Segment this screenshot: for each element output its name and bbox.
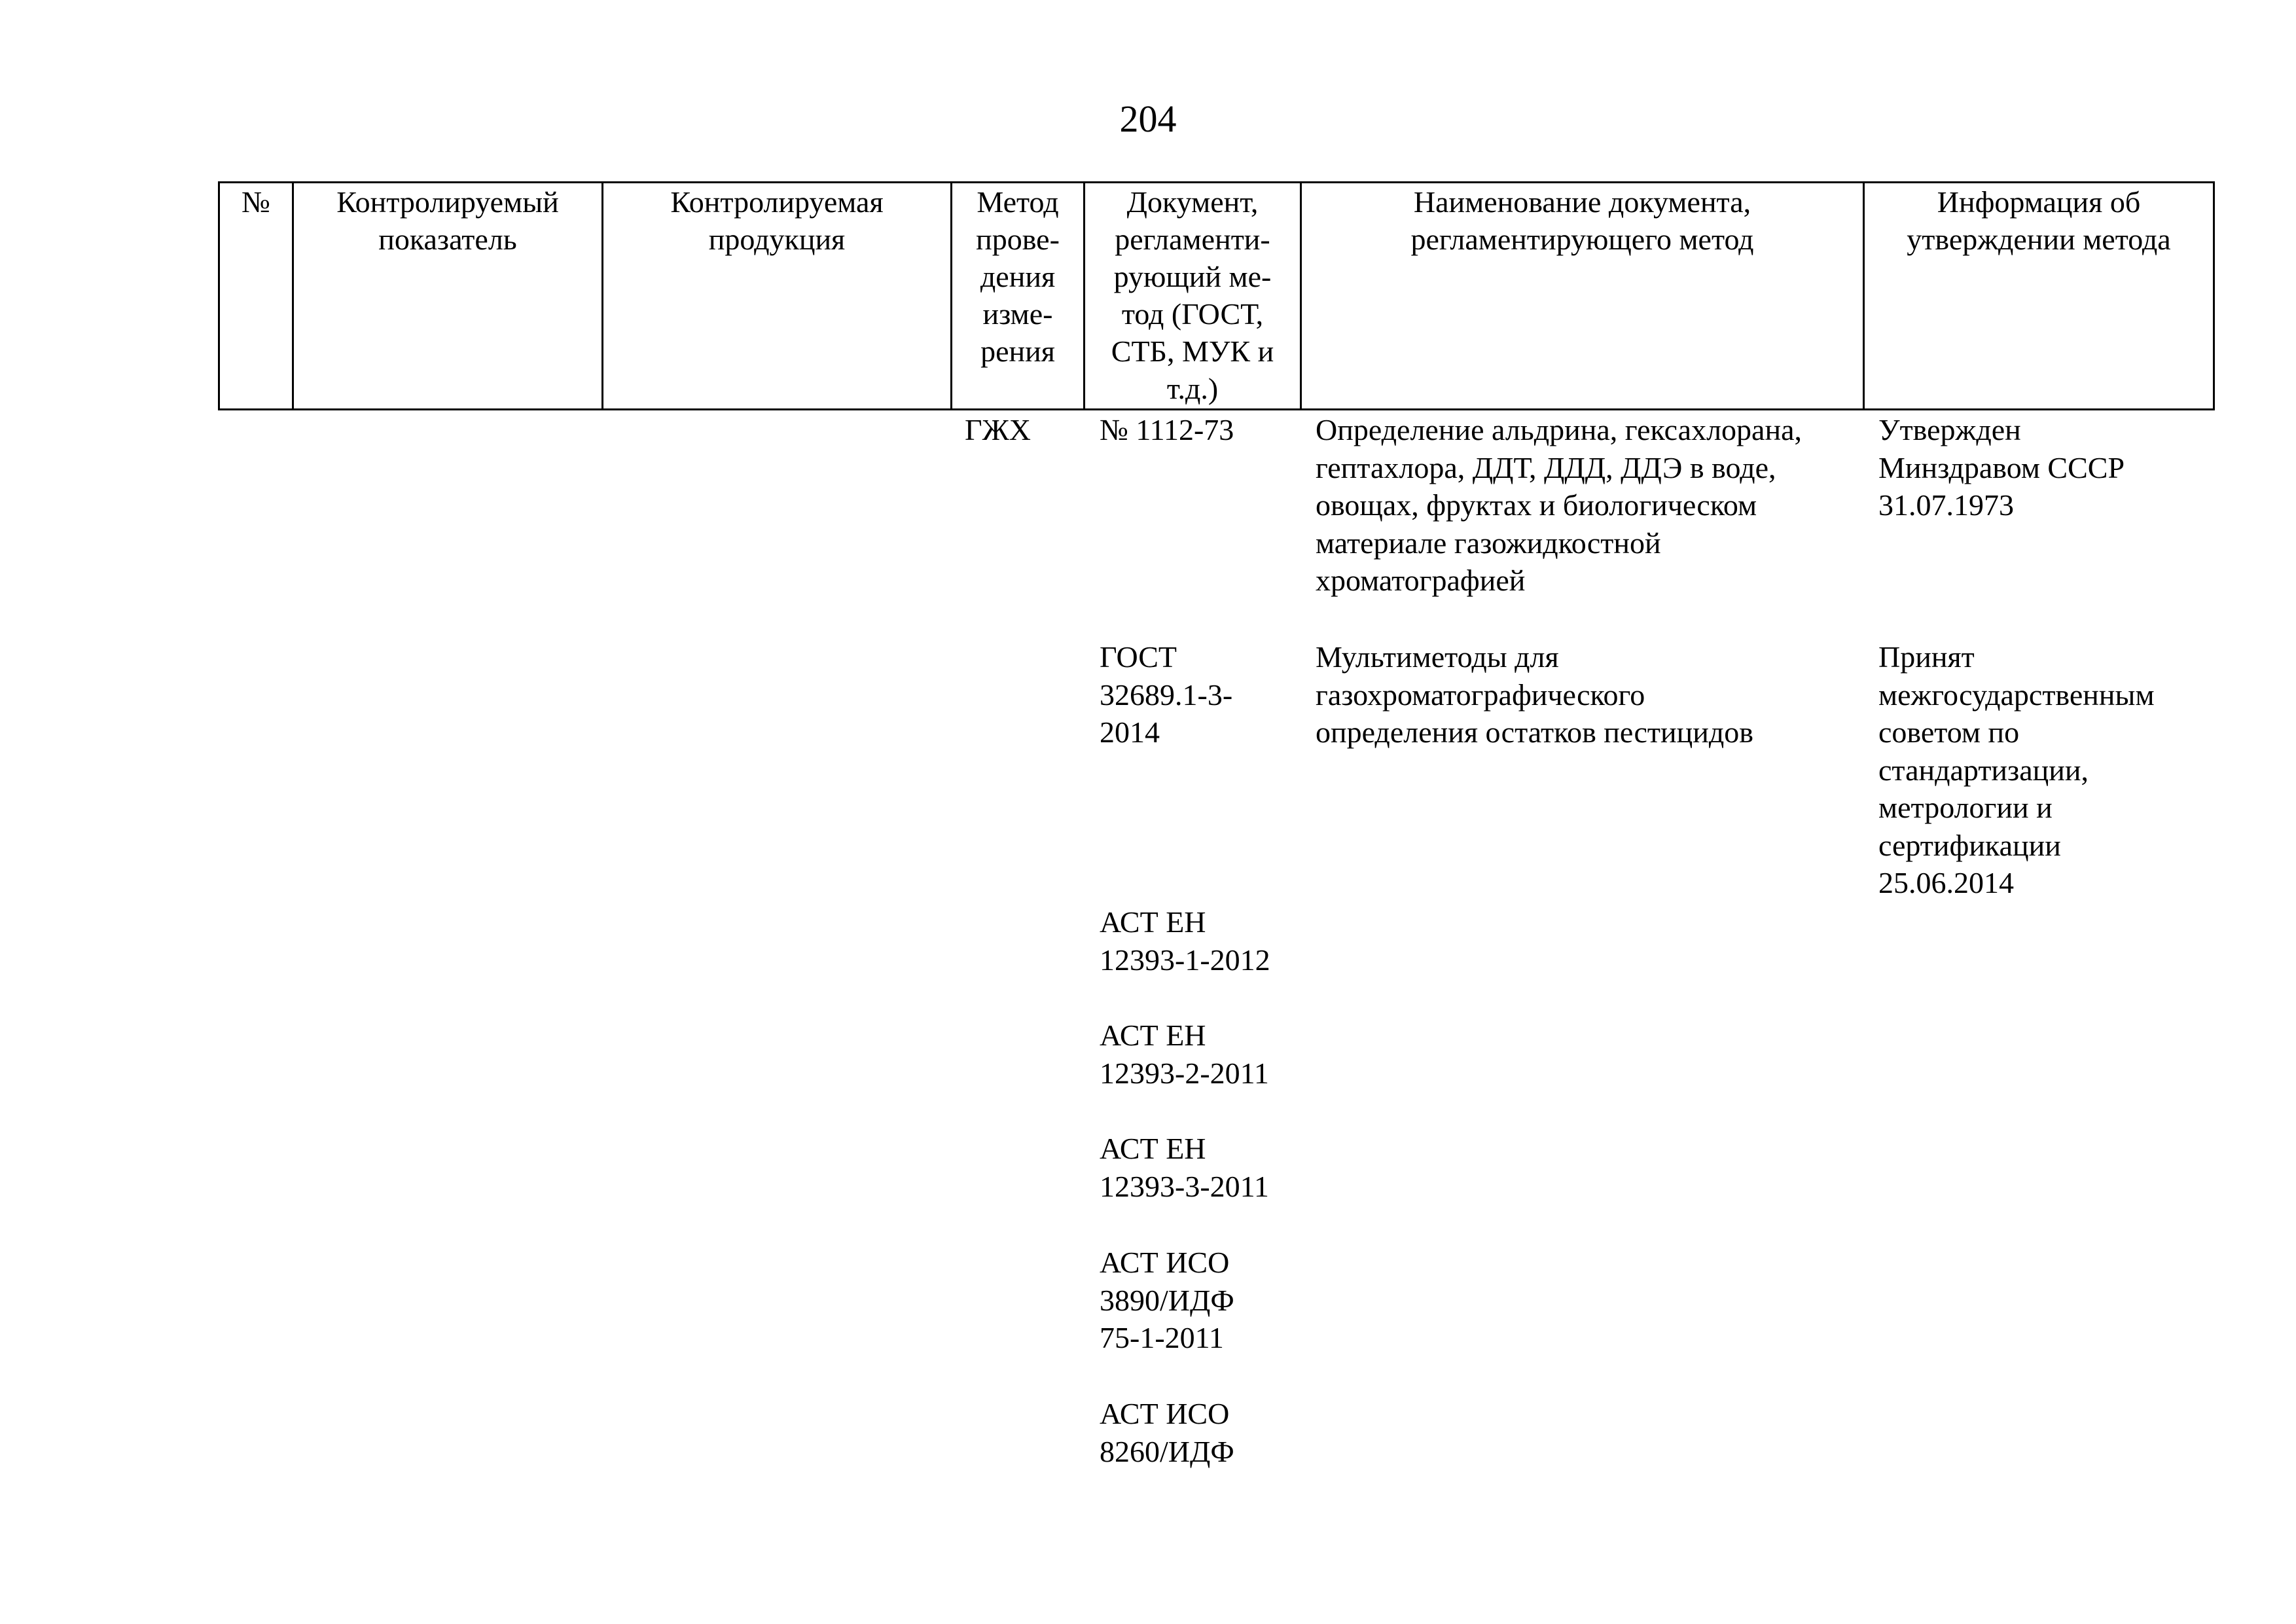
document-cell: АСТ ЕН 12393-1-2012 xyxy=(1100,905,1270,977)
document-cell: ГОСТ 32689.1-3- 2014 xyxy=(1100,640,1233,749)
document-cell: АСТ ЕН 12393-3-2011 xyxy=(1100,1132,1269,1203)
approval-cell: Принят межгосударственным советом по стандартизации, метрологии и сертификации 25.06.2014 xyxy=(1878,640,2155,899)
approval-cell: Утвержден Минздравом СССР 31.07.1973 xyxy=(1878,413,2125,522)
header-indicator: Контролируемый показатель xyxy=(293,183,603,410)
document-name-cell: Мультиметоды для газохроматографического определения остатков пестицидов xyxy=(1316,640,1753,749)
header-document-name: Наименование документа, регламентирующего метод xyxy=(1301,183,1864,410)
header-approval: Информация об утверждении метода xyxy=(1864,183,2214,410)
page-number: 204 xyxy=(1119,98,1177,140)
document-cell: АСТ ЕН 12393-2-2011 xyxy=(1100,1019,1269,1090)
header-document: Документ, регламенти- рующий ме- тод (ГОСТ, СТБ, МУК и т.д.) xyxy=(1085,183,1301,410)
table-header xyxy=(218,181,2215,410)
document-cell: АСТ ИСО 3890/ИДФ 75-1-2011 xyxy=(1100,1246,1234,1354)
document-cell: АСТ ИСО 8260/ИДФ xyxy=(1100,1397,1234,1468)
header-product: Контролируемая продукция xyxy=(603,183,952,410)
header-method: Метод прове- дения изме- рения xyxy=(952,183,1085,410)
header-number: № xyxy=(219,183,293,410)
document-cell: № 1112-73 xyxy=(1100,413,1234,446)
document-name-cell: Определение альдрина, гексахлорана, гептахлора, ДДТ, ДДД, ДДЭ в воде, овощах, фруктах и биологическом материале газожидкостной хроматографией xyxy=(1316,413,1802,597)
method-cell: ГЖХ xyxy=(965,413,1031,446)
